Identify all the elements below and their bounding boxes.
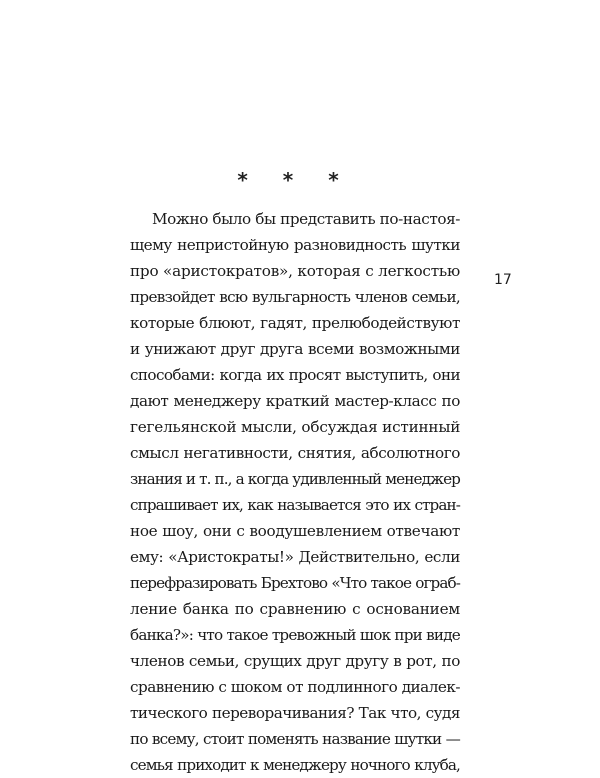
- text-line: ему: «Аристократы!» Действительно, если: [130, 548, 460, 566]
- text-line: банка?»: что такое тревожный шок при виде: [130, 626, 460, 644]
- text-line: по всему, стоит поменять название шутки —: [130, 730, 460, 748]
- text-line: дают менеджеру краткий мастер-класс по: [130, 392, 460, 410]
- text-line: превзойдет всю вульгарность членов семьи,: [130, 288, 460, 306]
- text-line: спрашивает их, как называется это их стран-: [130, 496, 460, 514]
- text-line: про «аристократов», которая с легкостью: [130, 262, 460, 280]
- text-line: знания и т. п., а когда удивленный менеджер: [130, 470, 460, 488]
- section-separator: * * *: [237, 168, 353, 192]
- text-line: щему непристойную разновидность шутки: [130, 236, 460, 254]
- text-line: ление банка по сравнению с основанием: [130, 600, 460, 618]
- text-line: перефразировать Брехтово «Что такое ограб-: [130, 574, 460, 592]
- text-line: смысл негативности, снятия, абсолютного: [130, 444, 460, 462]
- body-text: [130, 206, 460, 778]
- text-line: гегельянской мысли, обсуждая истинный: [130, 418, 461, 436]
- text-line: сравнению с шоком от подлинного диалек-: [130, 678, 460, 696]
- text-line: которые блюют, гадят, прелюбодействуют: [130, 314, 460, 332]
- text-line: способами: когда их просят выступить, они: [130, 366, 460, 384]
- text-line: семья приходит к менеджеру ночного клуба,: [130, 756, 460, 774]
- text-line: членов семьи, срущих друг другу в рот, по: [130, 652, 460, 670]
- text-line: Можно было бы представить по-настоя-: [152, 210, 460, 228]
- text-line: тического переворачивания? Так что, судя: [130, 704, 460, 722]
- page-number: 17: [494, 272, 512, 288]
- text-line: и унижают друг друга всеми возможными: [130, 340, 460, 358]
- text-line: ное шоу, они с воодушевлением отвечают: [130, 522, 460, 540]
